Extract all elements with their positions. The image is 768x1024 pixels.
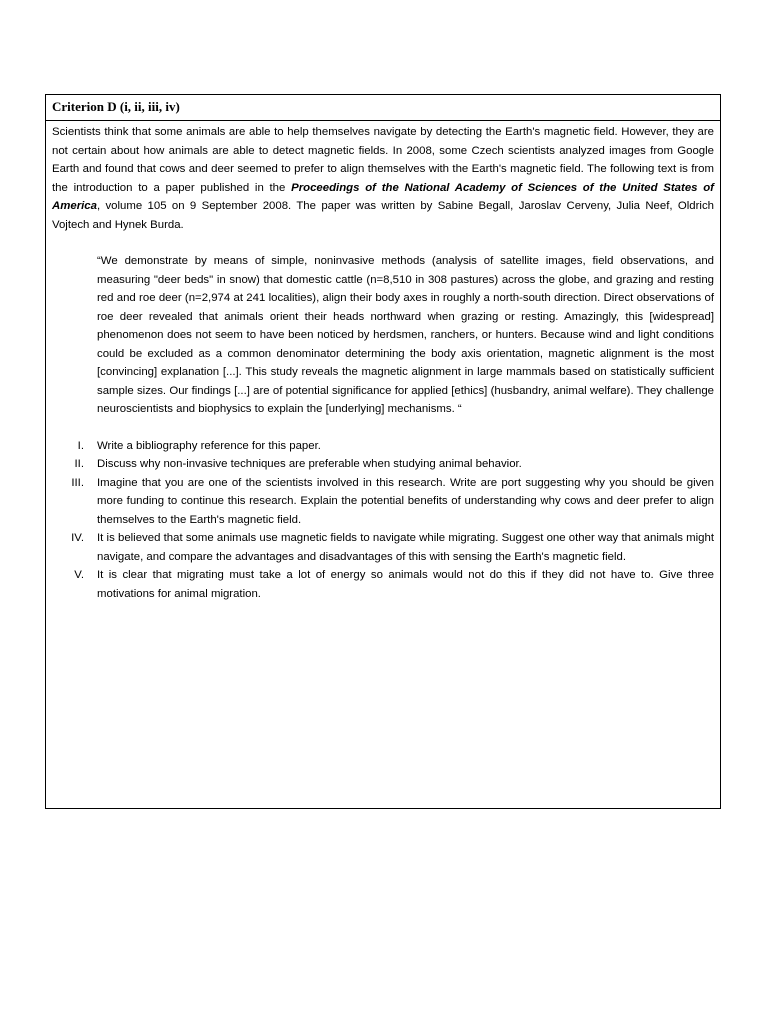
question-number: II. (74, 458, 84, 470)
question-text: It is clear that migrating must take a lot of energy so animals would not do this if they did not have to. Give three motivations for animal migration. (97, 569, 714, 600)
question-item (52, 474, 714, 530)
criterion-content (46, 121, 720, 603)
question-list (52, 437, 714, 604)
question-number: V. (74, 569, 84, 581)
criterion-table (45, 94, 721, 809)
question-item (52, 529, 714, 566)
question-number: III. (71, 476, 84, 489)
intro-text-end: , volume 105 on 9 September 2008. The paper was written by Sabine Begall, Jaroslav Cerveny, Julia Neef, Oldrich Vojtech and Hynek Burda. (52, 200, 714, 231)
question-number: I. (77, 439, 84, 452)
paper-quote: “We demonstrate by means of simple, noninvasive methods (analysis of satellite images, field observations, and measuring "deer beds" in snow) that domestic cattle (n=8,510 in 308 pastures) across the globe, and grazing and resting red and roe deer (n=2,974 at 241 localities), align their body axes in roughly a north-south direction. Direct observations of roe deer revealed that animals orient their heads northward when grazing or resting. Amazingly, this [widespread] phenomenon does not seem to have been noticed by herdsmen, ranchers, or hunters. Because wind and light conditions could be excluded as a common denominator determining the body axis orientation, magnetic alignment is the most [convincing] explanation [...]. This study reveals the magnetic alignment in large mammals based on statistically sufficient sample sizes. Our findings [...] are of potential significance for applied [ethics] (husbandry, animal welfare). They challenge neuroscientists and biophysics to explain the [underlying] mechanisms. “ (97, 255, 714, 415)
intro-paragraph (52, 123, 714, 234)
question-item (52, 437, 714, 456)
question-text: It is believed that some animals use magnetic fields to navigate while migrating. Suggest one other way that animals might navigate, and compare the advantages and disadvantages of this with sensing the Earth's magnetic field. (97, 532, 714, 563)
question-text: Imagine that you are one of the scientists involved in this research. Write are port suggesting why you should be given more funding to continue this research. Explain the potential benefits of understanding why cows and deer prefer to align themselves to the Earth's magnetic field. (97, 476, 714, 526)
question-item (52, 566, 714, 603)
question-text: Write a bibliography reference for this paper. (97, 439, 321, 452)
question-text: Discuss why non-invasive techniques are preferable when studying animal behavior. (97, 458, 522, 470)
question-number: IV. (71, 532, 84, 544)
criterion-title: Criterion D (i, ii, iii, iv) (52, 99, 180, 114)
criterion-header-row (46, 95, 720, 121)
question-item (52, 455, 714, 474)
intro-text-start: Scientists think that some animals are able to help themselves navigate by detecting the Earth's magnetic field. However, they are not certain about how animals are able to detect magnetic fields. In 2008, some Czech scientists analyzed images from Google Earth and found that cows and deer seemed to prefer to align themselves with the Earth's magnetic field. The following text is from the introduction to a paper published in the (52, 126, 714, 194)
journal-name: Proceedings of the National Academy of Sciences of the United States of America (52, 181, 714, 212)
